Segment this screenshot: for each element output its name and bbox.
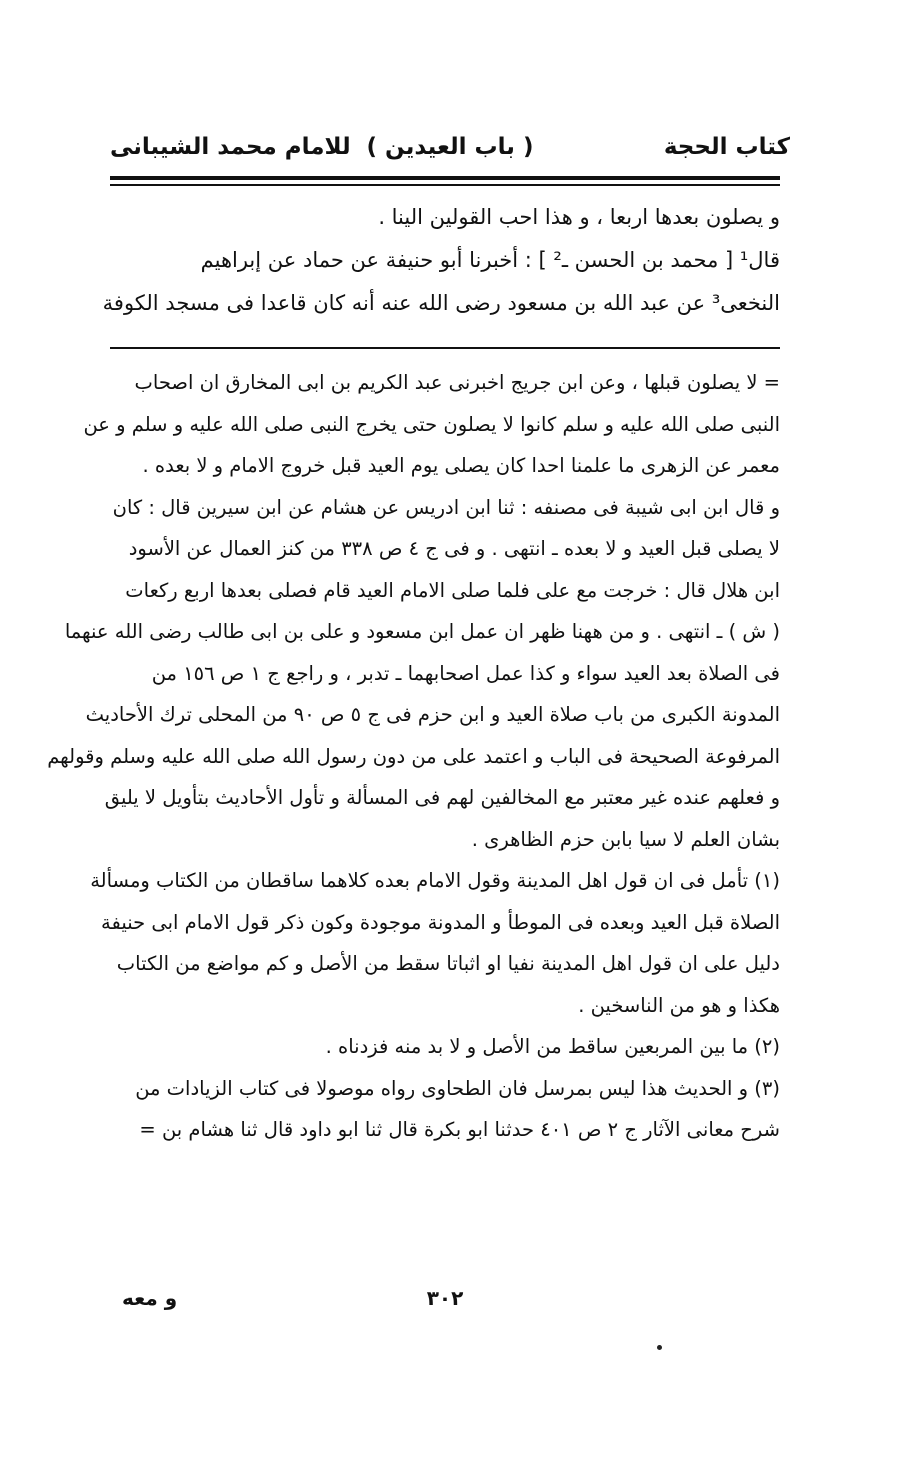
header-rule-thin xyxy=(110,184,780,186)
footnote-line: معمر عن الزهرى ما علمنا احدا كان يصلى يوم العيد قبل خروج الامام و لا بعده . xyxy=(142,454,780,477)
chapter-title: ( باب العيدين ) xyxy=(366,134,534,160)
main-text xyxy=(102,196,780,325)
footnote-line: دليل على ان قول اهل المدينة نفيا او اثباتا سقط من الأصل و كم مواضع من الكتاب xyxy=(116,952,780,975)
footnote-line: (٢) ما بين المربعين ساقط من الأصل و لا بد منه فزدناه . xyxy=(325,1035,780,1058)
main-line: قال¹ [ محمد بن الحسن ـ² ] : أخبرنا أبو حنيفة عن حماد عن إبراهيم xyxy=(200,248,780,272)
footnote-line: بشان العلم لا سيا بابن حزم الظاهرى . xyxy=(471,827,780,851)
header-rule-thick xyxy=(110,176,780,180)
author-name: للامام محمد الشيبانى xyxy=(110,134,351,160)
footnote-line: لا يصلى قبل العيد و لا بعده ـ انتهى . و فى ج ٤ ص ٣٣٨ من كنز العمال عن الأسود xyxy=(128,537,780,560)
ink-speck xyxy=(657,1345,662,1350)
footnotes xyxy=(47,362,780,1151)
footnote-line: = لا يصلون قبلها ، وعن ابن جريج اخبرنى عبد الكريم بن ابى المخارق ان اصحاب xyxy=(134,371,780,394)
running-header xyxy=(110,128,790,174)
footnote-line: المدونة الكبرى من باب صلاة العيد و ابن حزم فى ج ٥ ص ٩٠ من المحلى ترك الأحاديث xyxy=(85,703,780,726)
page-number: ٣٠٢ xyxy=(426,1286,464,1310)
main-line: و يصلون بعدها اربعا ، و هذا احب القولين الينا . xyxy=(378,205,780,229)
footnote-line: شرح معانى الآثار ج ٢ ص ٤٠١ حدثنا ابو بكرة قال ثنا ابو داود قال ثنا هشام بن = xyxy=(139,1118,780,1141)
main-line: النخعى³ عن عبد الله بن مسعود رضى الله عنه أنه كان قاعدا فى مسجد الكوفة xyxy=(102,291,780,315)
footnote-line: فى الصلاة بعد العيد سواء و كذا عمل اصحابهما ـ تدبر ، و راجع ج ١ ص ١٥٦ من xyxy=(151,661,780,685)
book-title: كتاب الحجة xyxy=(663,134,790,160)
footnote-line: المرفوعة الصحيحة فى الباب و اعتمد على من دون رسول الله صلى الله عليه وسلم وقولهم xyxy=(47,744,780,768)
footnote-line: ( ش ) ـ انتهى . و من ههنا ظهر ان عمل ابن مسعود و على بن ابى طالب رضى الله عنهما xyxy=(64,620,780,643)
footnote-line: و فعلهم عنده غير معتبر مع المخالفين لهم فى المسألة و تأول الأحاديث بتأويل لا يليق xyxy=(104,786,780,809)
footnote-line: (١) تأمل فى ان قول اهل المدينة وقول الامام بعده كلاهما ساقطان من الكتاب ومسألة xyxy=(90,869,780,892)
footnote-line: النبى صلى الله عليه و سلم كانوا لا يصلون حتى يخرج النبى صلى الله عليه و سلم و عن xyxy=(83,412,780,436)
footnote-separator xyxy=(110,347,780,349)
catchword: و معه xyxy=(122,1286,178,1310)
footnote-line: الصلاة قبل العيد وبعده فى الموطأ و المدونة موجودة وكون ذكر قول الامام ابى حنيفة xyxy=(101,910,780,934)
page-footer xyxy=(110,1286,780,1326)
footnote-line: ابن هلال قال : خرجت مع على فلما صلى الامام العيد قام فصلى بعدها اربع ركعات xyxy=(125,578,780,602)
footnote-line: (٣) و الحديث هذا ليس بمرسل فان الطحاوى رواه موصولا فى كتاب الزيادات من xyxy=(135,1076,780,1100)
footnote-line: و قال ابن ابى شيبة فى مصنفه : ثنا ابن ادريس عن هشام عن ابن سيرين قال : كان xyxy=(112,495,780,519)
footnote-line: هكذا و هو من الناسخين . xyxy=(578,993,780,1017)
